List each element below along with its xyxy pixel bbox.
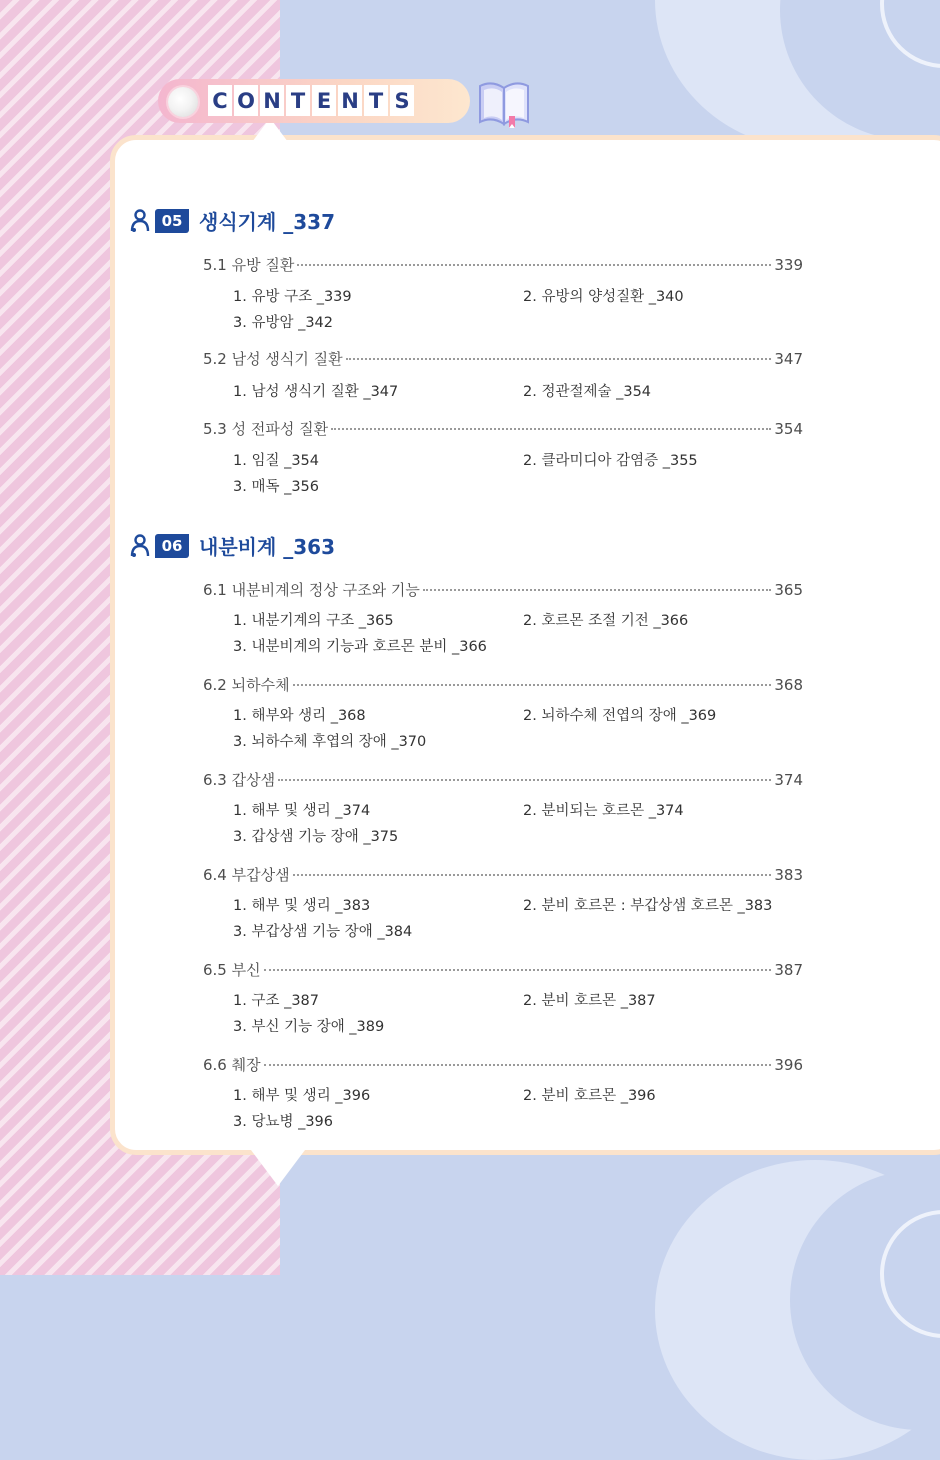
section-entry[interactable] <box>203 959 803 980</box>
subsection-item[interactable]: 2. 분비 호르몬 : 부갑상샘 호르몬 _383 <box>523 898 773 914</box>
section-title: 6.1 내분비계의 정상 구조와 기능 <box>203 581 420 599</box>
heading-letter: E <box>312 85 336 116</box>
section-entry[interactable] <box>203 769 803 790</box>
section-page: 383 <box>774 866 803 884</box>
section-page: 368 <box>774 676 803 694</box>
heading-letter: T <box>364 85 388 116</box>
leader-dots <box>297 264 771 266</box>
subsection-item[interactable]: 2. 분비 호르몬 _387 <box>523 993 656 1009</box>
person-icon <box>130 534 150 558</box>
section-entry[interactable] <box>203 1054 803 1075</box>
section-page: 396 <box>774 1056 803 1074</box>
heading-letter: N <box>338 85 362 116</box>
subsection-item[interactable]: 3. 당뇨병 _396 <box>233 1114 333 1130</box>
subsection-item[interactable]: 2. 뇌하수체 전엽의 장애 _369 <box>523 708 717 724</box>
contents-heading <box>208 85 414 116</box>
subsection-item[interactable]: 3. 갑상샘 기능 장애 _375 <box>233 829 399 845</box>
leader-dots <box>423 589 772 591</box>
subsection-item[interactable]: 1. 해부 및 생리 _396 <box>233 1088 371 1104</box>
subsection-item[interactable]: 1. 해부와 생리 _368 <box>233 708 366 724</box>
section-page: 387 <box>774 961 803 979</box>
section-entry[interactable] <box>203 579 803 600</box>
chapter-heading <box>130 206 335 235</box>
subsection-item[interactable]: 3. 부신 기능 장애 _389 <box>233 1019 385 1035</box>
subsection-item[interactable]: 3. 유방암 _342 <box>233 315 333 331</box>
chapter-title: 생식기계 _337 <box>199 210 335 234</box>
section-entry[interactable] <box>203 864 803 885</box>
heading-letter: O <box>234 85 258 116</box>
leader-dots <box>346 358 772 360</box>
section-entry[interactable] <box>203 254 803 275</box>
section-title: 5.1 유방 질환 <box>203 256 295 274</box>
book-icon <box>476 76 532 130</box>
leader-dots <box>278 779 771 781</box>
section-entry[interactable] <box>203 674 803 695</box>
subsection-item[interactable]: 2. 분비되는 호르몬 _374 <box>523 803 684 819</box>
chapter-number-badge: 05 <box>155 209 189 233</box>
section-entry[interactable] <box>203 418 803 439</box>
subsection-item[interactable]: 1. 해부 및 생리 _374 <box>233 803 371 819</box>
chapter-number-badge: 06 <box>155 534 189 558</box>
section-title: 6.4 부갑상샘 <box>203 866 290 884</box>
section-page: 347 <box>774 350 803 368</box>
section-title: 5.2 남성 생식기 질환 <box>203 350 343 368</box>
subsection-item[interactable]: 3. 뇌하수체 후엽의 장애 _370 <box>233 734 427 750</box>
section-title: 6.3 갑상샘 <box>203 771 276 789</box>
subsection-item[interactable]: 2. 유방의 양성질환 _340 <box>523 289 684 305</box>
heading-letter: C <box>208 85 232 116</box>
subsection-item[interactable]: 2. 호르몬 조절 기전 _366 <box>523 613 689 629</box>
section-page: 354 <box>774 420 803 438</box>
chapter-title: 내분비계 _363 <box>199 535 335 559</box>
section-entry[interactable] <box>203 348 803 369</box>
subsection-item[interactable]: 1. 해부 및 생리 _383 <box>233 898 371 914</box>
heading-letter: N <box>260 85 284 116</box>
heading-letter: T <box>286 85 310 116</box>
section-title: 5.3 성 전파성 질환 <box>203 420 329 438</box>
leader-dots <box>293 684 772 686</box>
subsection-item[interactable]: 3. 내분비계의 기능과 호르몬 분비 _366 <box>233 639 487 655</box>
leader-dots <box>331 428 771 430</box>
subsection-item[interactable]: 1. 유방 구조 _339 <box>233 289 352 305</box>
subsection-item[interactable]: 1. 남성 생식기 질환 _347 <box>233 384 399 400</box>
section-title: 6.2 뇌하수체 <box>203 676 290 694</box>
subsection-item[interactable]: 3. 부갑상샘 기능 장애 _384 <box>233 924 413 940</box>
section-page: 339 <box>774 256 803 274</box>
subsection-item[interactable]: 2. 클라미디아 감염증 _355 <box>523 453 698 469</box>
subsection-item[interactable]: 1. 내분기계의 구조 _365 <box>233 613 394 629</box>
section-page: 365 <box>774 581 803 599</box>
pearl-dot-icon <box>168 87 198 117</box>
person-icon <box>130 209 150 233</box>
subsection-item[interactable]: 2. 정관절제술 _354 <box>523 384 652 400</box>
section-title: 6.6 췌장 <box>203 1056 261 1074</box>
subsection-item[interactable]: 3. 매독 _356 <box>233 479 319 495</box>
leader-dots <box>293 874 772 876</box>
subsection-item[interactable]: 2. 분비 호르몬 _396 <box>523 1088 656 1104</box>
heading-letter: S <box>390 85 414 116</box>
leader-dots <box>264 969 772 971</box>
section-title: 6.5 부신 <box>203 961 261 979</box>
chapter-heading <box>130 531 335 560</box>
subsection-item[interactable]: 1. 구조 _387 <box>233 993 319 1009</box>
subsection-item[interactable]: 1. 임질 _354 <box>233 453 319 469</box>
leader-dots <box>264 1064 772 1066</box>
section-page: 374 <box>774 771 803 789</box>
